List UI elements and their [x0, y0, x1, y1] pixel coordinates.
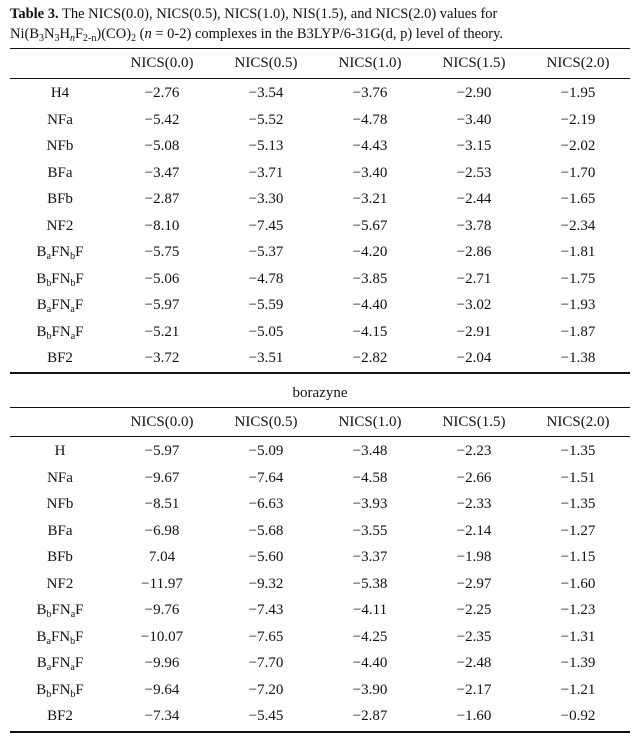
- section1-bottom-rule: [10, 372, 630, 374]
- value-cell: −1.15: [560, 549, 596, 565]
- value-cell: −2.97: [456, 575, 492, 592]
- value-cell: −3.71: [248, 164, 284, 181]
- value-cell: −3.48: [352, 443, 388, 459]
- value-cell: −5.59: [248, 297, 284, 313]
- value-cell: −6.98: [144, 522, 180, 539]
- value-cell: −11.97: [141, 575, 183, 592]
- top-rule: [10, 48, 630, 49]
- header-rule: [10, 78, 630, 79]
- table-row: [10, 239, 630, 266]
- value-cell: −2.76: [144, 85, 180, 101]
- table-row: [10, 465, 630, 492]
- row-label: $B_bFN_aF$: [36, 602, 84, 620]
- value-cell: −9.64: [144, 681, 180, 698]
- value-cell: −3.76: [352, 85, 388, 101]
- table-row: [10, 319, 630, 346]
- value-cell: −2.25: [456, 602, 492, 618]
- value-cell: −2.86: [456, 244, 492, 260]
- row-label: $B_bFN_bF$: [36, 681, 84, 700]
- header-cell: NICS(1.5): [442, 414, 506, 430]
- value-cell: −5.97: [144, 443, 180, 459]
- value-cell: −6.63: [248, 496, 284, 512]
- value-cell: −10.07: [140, 628, 184, 645]
- table-row: [10, 571, 630, 598]
- value-cell: −1.27: [560, 522, 596, 539]
- value-cell: −2.87: [144, 191, 180, 207]
- value-cell: −2.82: [352, 350, 388, 366]
- header-cell: NICS(1.5): [442, 55, 506, 71]
- value-cell: −5.52: [248, 111, 284, 128]
- header-row-2: [10, 409, 630, 436]
- value-cell: −9.32: [248, 575, 284, 592]
- value-cell: −7.65: [248, 628, 284, 645]
- value-cell: −3.55: [352, 522, 388, 539]
- value-cell: −5.09: [248, 443, 284, 459]
- value-cell: −0.92: [560, 708, 596, 724]
- value-cell: −2.66: [456, 469, 492, 486]
- value-cell: −1.93: [560, 297, 596, 313]
- row-label: NFb: [46, 138, 74, 154]
- row-label: $B_bFN_bF$: [36, 270, 84, 289]
- table-row: [10, 107, 630, 134]
- value-cell: −1.98: [456, 549, 492, 565]
- table-row: [10, 597, 630, 624]
- value-cell: −5.97: [144, 297, 180, 313]
- value-cell: −3.90: [352, 681, 388, 698]
- value-cell: −7.64: [248, 469, 284, 486]
- table-caption: [10, 4, 630, 44]
- value-cell: −3.85: [352, 270, 388, 287]
- row-label: BF2: [47, 350, 73, 366]
- value-cell: −3.21: [352, 191, 388, 207]
- value-cell: −2.19: [560, 111, 596, 128]
- value-cell: −5.38: [352, 575, 388, 592]
- value-cell: −1.75: [560, 270, 596, 287]
- value-cell: −1.65: [560, 191, 596, 207]
- value-cell: −9.67: [144, 469, 180, 486]
- header-cell: NICS(2.0): [546, 414, 610, 430]
- table-row: [10, 650, 630, 677]
- header-row-1: [10, 50, 630, 77]
- value-cell: −2.33: [456, 496, 492, 512]
- value-cell: −5.60: [248, 549, 284, 565]
- value-cell: −2.91: [456, 323, 492, 340]
- value-cell: −1.87: [560, 323, 596, 340]
- value-cell: −1.23: [560, 602, 596, 618]
- value-cell: −3.15: [456, 138, 492, 154]
- value-cell: −2.90: [456, 85, 492, 101]
- header-cell: NICS(2.0): [546, 55, 610, 71]
- value-cell: −3.93: [352, 496, 388, 512]
- value-cell: −4.58: [352, 469, 388, 486]
- value-cell: −2.02: [560, 138, 596, 154]
- section2-header-rule: [10, 436, 630, 437]
- header-cell: NICS(0.5): [234, 55, 298, 71]
- row-label: BF2: [47, 708, 73, 724]
- value-cell: −1.31: [560, 628, 596, 645]
- value-cell: −8.51: [144, 496, 180, 512]
- value-cell: −5.21: [144, 323, 180, 340]
- value-cell: −3.37: [352, 549, 388, 565]
- table-row: [10, 345, 630, 372]
- value-cell: −3.30: [248, 191, 284, 207]
- value-cell: −1.95: [560, 85, 596, 101]
- row-label: NF2: [46, 217, 74, 234]
- table-row: [10, 213, 630, 240]
- table-row: [10, 518, 630, 545]
- value-cell: −2.44: [456, 191, 492, 207]
- value-cell: −7.43: [248, 602, 284, 618]
- value-cell: −3.40: [352, 164, 388, 181]
- value-cell: −7.20: [248, 681, 284, 698]
- value-cell: 7.04: [148, 549, 176, 565]
- row-label: $B_aFN_aF$: [36, 297, 84, 315]
- value-cell: −5.37: [248, 244, 284, 260]
- value-cell: −1.51: [560, 469, 596, 486]
- value-cell: −2.87: [352, 708, 388, 724]
- value-cell: −5.08: [144, 138, 180, 154]
- table-row: [10, 677, 630, 704]
- table-row: [10, 491, 630, 518]
- value-cell: −1.60: [560, 575, 596, 592]
- row-label: $B_aFN_bF$: [36, 244, 84, 262]
- row-label: BFa: [47, 164, 73, 181]
- value-cell: −3.47: [144, 164, 180, 181]
- value-cell: −2.53: [456, 164, 492, 181]
- value-cell: −2.23: [456, 443, 492, 459]
- table-row: [10, 624, 630, 651]
- value-cell: −5.68: [248, 522, 284, 539]
- value-cell: −5.06: [144, 270, 180, 287]
- bottom-rule: [10, 731, 630, 733]
- value-cell: −5.42: [144, 111, 180, 128]
- value-cell: −4.25: [352, 628, 388, 645]
- table-row: [10, 438, 630, 465]
- table-row: [10, 186, 630, 213]
- value-cell: −3.54: [248, 85, 284, 101]
- value-cell: −5.05: [248, 323, 284, 340]
- value-cell: −4.43: [352, 138, 388, 154]
- value-cell: −1.60: [456, 708, 492, 724]
- row-label: NFa: [47, 469, 73, 486]
- value-cell: −4.20: [352, 244, 388, 260]
- table-row: [10, 703, 630, 730]
- value-cell: −1.35: [560, 443, 596, 459]
- header-cell: NICS(0.5): [234, 414, 298, 430]
- section2-title: borazyne: [292, 385, 348, 401]
- header-cell: NICS(0.0): [130, 414, 194, 430]
- value-cell: −2.71: [456, 270, 492, 287]
- header-cell: NICS(1.0): [338, 414, 402, 430]
- value-cell: −4.40: [352, 297, 388, 313]
- caption-formula: $Ni(B_3N_3H_nF_{2-n})(CO)_2$ (n = 0-2) complexes in the B3LYP/6-31G(d, p) level of theory.: [10, 26, 504, 44]
- value-cell: −4.11: [352, 602, 388, 618]
- table-row: [10, 292, 630, 319]
- value-cell: −2.14: [456, 522, 492, 539]
- row-label: $B_bFN_aF$: [36, 323, 84, 342]
- value-cell: −2.04: [456, 350, 492, 366]
- caption-line1: The NICS(0.0), NICS(0.5), NICS(1.0), NIS(1.5), and NICS(2.0) values for: [62, 6, 498, 22]
- value-cell: −7.70: [248, 655, 284, 671]
- header-cell: NICS(0.0): [130, 55, 194, 71]
- value-cell: −4.15: [352, 323, 388, 340]
- value-cell: −1.35: [560, 496, 596, 512]
- table-row: [10, 544, 630, 571]
- value-cell: −2.34: [560, 217, 596, 234]
- value-cell: −4.78: [352, 111, 388, 128]
- value-cell: −3.72: [144, 350, 180, 366]
- value-cell: −1.81: [560, 244, 596, 260]
- value-cell: −4.40: [352, 655, 388, 671]
- value-cell: −1.21: [560, 681, 596, 698]
- row-label: H4: [50, 85, 70, 101]
- table-row: [10, 160, 630, 187]
- value-cell: −2.48: [456, 655, 492, 671]
- value-cell: −3.40: [456, 111, 492, 128]
- section2-title-rule: [10, 407, 630, 408]
- value-cell: −5.75: [144, 244, 180, 260]
- row-label: BFb: [47, 549, 73, 565]
- row-label: $B_aFN_bF$: [36, 628, 84, 647]
- value-cell: −3.02: [456, 297, 492, 313]
- table-row: [10, 133, 630, 160]
- value-cell: −7.34: [144, 708, 180, 724]
- value-cell: −2.17: [456, 681, 492, 698]
- row-label: NFa: [47, 111, 73, 128]
- value-cell: −1.39: [560, 655, 596, 671]
- row-label: BFb: [47, 191, 73, 207]
- row-label: $B_aFN_aF$: [36, 655, 84, 673]
- header-cell: NICS(1.0): [338, 55, 402, 71]
- value-cell: −9.76: [144, 602, 180, 618]
- value-cell: −1.38: [560, 350, 596, 366]
- value-cell: −7.45: [248, 217, 284, 234]
- row-label: H: [54, 443, 66, 459]
- value-cell: −5.67: [352, 217, 388, 234]
- value-cell: −5.45: [248, 708, 284, 724]
- table-row: [10, 266, 630, 293]
- value-cell: −5.13: [248, 138, 284, 154]
- value-cell: −8.10: [144, 217, 180, 234]
- row-label: NF2: [46, 575, 74, 592]
- value-cell: −3.78: [456, 217, 492, 234]
- value-cell: −2.35: [456, 628, 492, 645]
- row-label: BFa: [47, 522, 73, 539]
- value-cell: −4.78: [248, 270, 284, 287]
- value-cell: −9.96: [144, 655, 180, 671]
- table-label: Table 3.: [10, 6, 59, 22]
- value-cell: −3.51: [248, 350, 284, 366]
- value-cell: −1.70: [560, 164, 596, 181]
- row-label: NFb: [46, 496, 74, 512]
- table-row: [10, 80, 630, 107]
